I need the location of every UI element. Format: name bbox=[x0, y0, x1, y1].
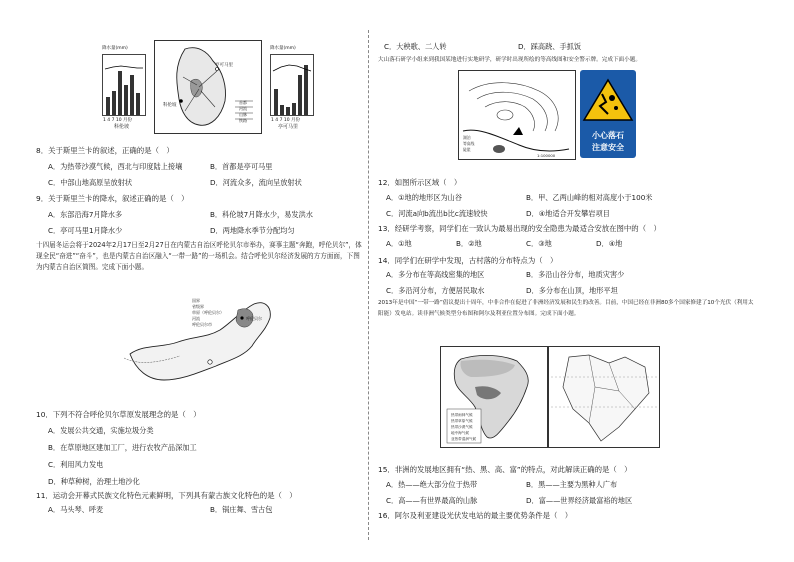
algeria-location-map bbox=[548, 346, 660, 448]
mongolia-legend-city: 呼伦贝尔市 bbox=[192, 322, 212, 327]
question-13-option-c: C．③地 bbox=[526, 239, 552, 248]
question-8-option-c: C．中部山地高原呈放射状 bbox=[48, 178, 133, 187]
question-11-stem: 11．运动会开幕式民族文化特色元素鲜明，下列具有蒙古族文化特色的是（ ） bbox=[36, 491, 297, 500]
climate-chart-trincomalee bbox=[270, 54, 314, 116]
chart1-x-ticks: 1 4 7 10 月份 bbox=[103, 118, 133, 123]
question-13-stem: 13．经研学考察，同学们在一致认为最易出现的安全隐患为最适合安放在图中的（ ） bbox=[378, 224, 661, 233]
question-12-option-c: C．河流a向b流出b比c流速较快 bbox=[386, 209, 488, 218]
question-13-option-d: D．④地 bbox=[596, 239, 623, 248]
passage-inner-mongolia: 十四届冬运会将于2024年2月17日至2月27日在内蒙古自治区呼伦贝尔市举办，赛事主题“奔跑，呼伦贝尔”，体现全民“奋进”“奋斗”，也是内蒙古自治区融入“一带一路”的一场机会。结合呼伦贝尔经济发展的方方面面，下图为内蒙古自治区简图。完成下面小题。 bbox=[36, 241, 362, 271]
sign-line-2: 注意安全 bbox=[592, 143, 624, 152]
africa-legend-0: 热带雨林气候 bbox=[451, 413, 473, 417]
question-12-option-b: B．甲、乙两山峰的相对高度小于100米 bbox=[526, 193, 653, 202]
question-11-option-b: B．锅庄舞、雪古包 bbox=[210, 505, 273, 514]
contour-scale: 1:100000 bbox=[537, 153, 556, 158]
question-8-stem: 8．关于斯里兰卡的叙述，正确的是（ ） bbox=[36, 146, 174, 155]
sri-lanka-map bbox=[154, 40, 262, 134]
left-column bbox=[30, 0, 375, 562]
africa-legend-3: 地中海气候 bbox=[451, 431, 469, 435]
chart1-y-label: 降水量(mm) bbox=[102, 46, 128, 51]
question-14-option-d: D．多分布在山顶，地形平坦 bbox=[526, 286, 618, 295]
figure-sri-lanka bbox=[102, 40, 312, 132]
contour-map bbox=[458, 70, 576, 160]
question-15-option-b: B．黑——主要为黑种人广布 bbox=[526, 480, 618, 489]
map-legend-river: 河流 bbox=[239, 106, 247, 111]
right-column bbox=[378, 0, 768, 562]
question-9-option-c: C．亭可马里1月降水少 bbox=[48, 226, 123, 235]
question-14-option-c: C．多沿河分布，方便居民取水 bbox=[386, 286, 485, 295]
question-11-option-c: C．大秧歌、二人转 bbox=[384, 42, 447, 51]
map-label-colombo: 科伦坡 bbox=[163, 103, 177, 108]
sign-line-1: 小心落石 bbox=[592, 131, 624, 140]
contour-legend-contour: 等高线 bbox=[463, 141, 475, 146]
map-legend-railway: 铁路 bbox=[239, 118, 247, 123]
question-9-stem: 9．关于斯里兰卡的降水，叙述正确的是（ ） bbox=[36, 194, 189, 203]
passage-africa: 2013年是中国“一带一路”倡议提出十周年，中非合作在促进了非洲经济发展和民生的改善。目前，中国已经在非洲80多个国家修建了10个光伏（利用太阳能）发电站。读非洲气候类型分布图和阿尔及利亚位置分布图。完成下面小题。 bbox=[378, 300, 754, 317]
chart2-caption: 亭可马里 bbox=[278, 124, 299, 130]
question-14-option-b: B．多沿山谷分布，地质灾害少 bbox=[526, 270, 625, 279]
question-11-option-a: A．马头琴、呼麦 bbox=[48, 505, 104, 514]
question-13-option-a: A．①地 bbox=[386, 239, 412, 248]
question-16-stem: 16．阿尔及利亚建设光伏发电站的最主要优势条件是（ ） bbox=[378, 511, 573, 520]
question-8-option-b: B．首都是亭可马里 bbox=[210, 162, 273, 171]
climate-chart-colombo bbox=[102, 54, 146, 116]
chart1-caption: 科伦坡 bbox=[114, 124, 130, 130]
question-12-option-d: D．④地适合开发攀岩项目 bbox=[526, 209, 610, 218]
chart2-y-label: 降水量(mm) bbox=[270, 46, 296, 51]
question-10-option-b: B．在草原地区建加工厂，进行农牧产品深加工 bbox=[48, 443, 197, 452]
question-10-option-d: D．种草种树，治理土地沙化 bbox=[48, 477, 140, 486]
africa-legend-1: 热带草原气候 bbox=[451, 419, 473, 423]
question-8-option-a: A．为热带沙漠气候，西北与印度陆上接壤 bbox=[48, 162, 183, 171]
question-9-option-a: A．东部沿海7月降水多 bbox=[48, 210, 123, 219]
mongolia-legend-province: 省级界 bbox=[192, 304, 204, 309]
question-15-option-d: D．富——世界经济最富裕的地区 bbox=[526, 496, 633, 505]
question-10-stem: 10．下列不符合呼伦贝尔草原发展理念的是（ ） bbox=[36, 410, 201, 419]
contour-legend-cliff: 陡崖 bbox=[463, 147, 471, 152]
question-14-stem: 14．同学们在研学中发现，古村落的分布特点为（ ） bbox=[378, 256, 558, 265]
mongolia-legend-grassland: 草原（呼伦贝尔） bbox=[192, 310, 224, 315]
mongolia-legend-river: 河流 bbox=[192, 316, 200, 321]
question-13-option-b: B．②地 bbox=[456, 239, 482, 248]
question-15-option-c: C．高——有世界最高的山脉 bbox=[386, 496, 478, 505]
contour-legend-lake: 湖泊 bbox=[463, 135, 471, 140]
map-label-trincomalee: 亭可马里 bbox=[215, 63, 233, 68]
question-14-option-a: A．多分布在等高线密集的地区 bbox=[386, 270, 485, 279]
question-15-option-a: A．热——绝大部分位于热带 bbox=[386, 480, 478, 489]
mongolia-legend-border: 国界 bbox=[192, 298, 200, 303]
africa-climate-map bbox=[440, 346, 548, 448]
question-9-option-b: B．科伦坡7月降水少，易发洪水 bbox=[210, 210, 313, 219]
chart2-x-ticks: 1 4 7 10 月份 bbox=[271, 118, 301, 123]
figure-inner-mongolia bbox=[120, 296, 310, 396]
question-12-option-a: A．①地的地形区为山谷 bbox=[386, 193, 463, 202]
africa-legend-2: 热带沙漠气候 bbox=[451, 425, 473, 429]
question-12-stem: 12．如图所示区域（ ） bbox=[378, 178, 462, 187]
rockfall-warning-sign bbox=[580, 70, 636, 158]
warning-triangle-icon bbox=[580, 76, 636, 126]
map-legend-mountain: 山脉 bbox=[239, 112, 247, 117]
question-10-option-c: C．利用风力发电 bbox=[48, 460, 104, 469]
question-8-option-d: D．河流众多，流向呈放射状 bbox=[210, 178, 302, 187]
passage-rockfall: 大山落石研学小组来到我国某地进行实地研学，研学时出现所绘的等高线图和安全警示牌。完成下面小题。 bbox=[378, 57, 641, 63]
question-15-stem: 15．非洲的发展地区拥有“热、黑、高、富”的特点，对此解读正确的是（ ） bbox=[378, 465, 632, 474]
africa-legend-4: 亚热带湿润气候 bbox=[451, 437, 477, 441]
question-9-option-d: D．两地降水季节分配均匀 bbox=[210, 226, 295, 235]
question-11-option-d: D．踩高跷、手抓饭 bbox=[518, 42, 582, 51]
map-legend-capital: 首都 bbox=[239, 100, 247, 105]
mongolia-city-label: 呼伦贝尔 bbox=[246, 316, 262, 321]
question-10-option-a: A．发展公共交通，实施垃圾分类 bbox=[48, 426, 154, 435]
